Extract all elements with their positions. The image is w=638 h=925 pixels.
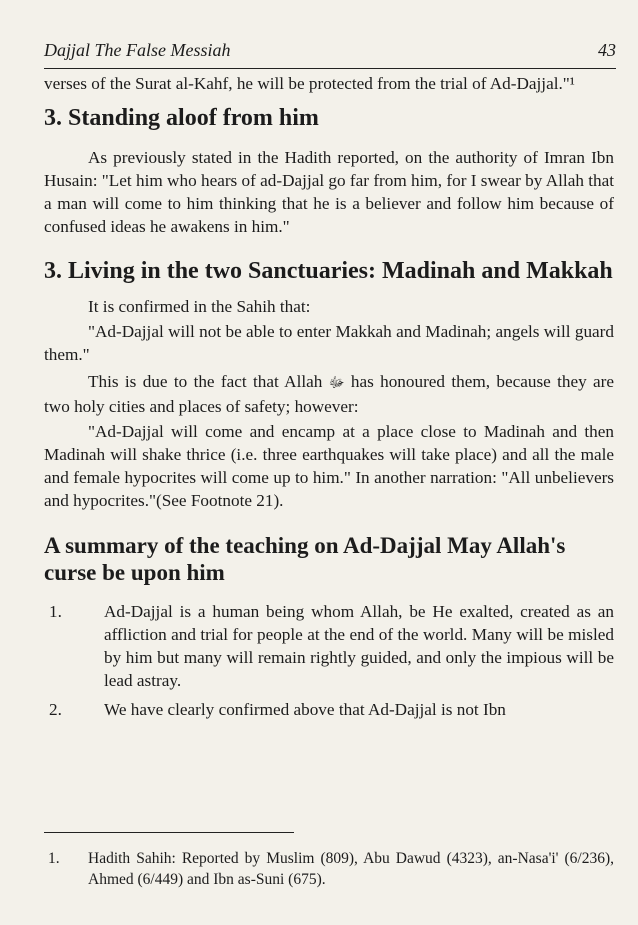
running-header — [44, 40, 616, 69]
intro-paragraph: verses of the Surat al-Kahf, he will be protected from the trial of Ad-Dajjal."¹ — [44, 74, 575, 93]
page-body — [44, 72, 614, 721]
paragraph-earthquakes: "Ad-Dajjal will come and encamp at a place close to Madinah and then Madinah will shake thrice (i.e. three earthquakes will take place) and all the male and female hypocrites will come up to him." In another narration: "All unbelievers and hypocrites."(See Footnote 21). — [44, 422, 614, 510]
honoured-text-end: has honoured them, because they are two holy cities and places of safety; however: — [44, 372, 615, 416]
list-item-number: 2. — [49, 700, 62, 719]
section-heading-sanctuaries: 3. Living in the two Sanctuaries: Madinah and Makkah — [44, 258, 613, 284]
footnote — [44, 848, 614, 890]
footnote-text: Hadith Sahih: Reported by Muslim (809), Abu Dawud (4323), an-Nasa'i' (6/236), Ahmed (6/449) and Ibn as-Suni (675). — [88, 850, 614, 888]
list-item-number: 1. — [49, 602, 62, 621]
footnote-divider — [44, 832, 294, 833]
list-item — [44, 600, 614, 692]
footnote-number: 1. — [48, 850, 60, 867]
list-item — [44, 698, 614, 721]
section-heading-standing-aloof: 3. Standing aloof from him — [44, 105, 319, 131]
paragraph-sahih-intro: It is confirmed in the Sahih that: — [88, 297, 311, 316]
summary-list — [44, 600, 614, 721]
book-title: Dajjal The False Messiah — [44, 40, 231, 60]
honorific-glyph: ﷻ — [328, 375, 345, 391]
paragraph-standing-aloof: As previously stated in the Hadith reported, on the authority of Imran Ibn Husain: "Let him who hears of ad-Dajjal go far from him, for I swear by Allah that a man will come to him thinking that he is a believer and follow him because of confused ideas he awakens in him." — [44, 148, 614, 236]
list-item-text: We have clearly confirmed above that Ad-Dajjal is not Ibn — [104, 700, 506, 719]
paragraph-honoured — [44, 370, 614, 418]
paragraph-angels-guard: "Ad-Dajjal will not be able to enter Makkah and Madinah; angels will guard them." — [44, 322, 614, 364]
honoured-text-start: This is due to the fact that Allah — [88, 372, 329, 391]
list-item-text: Ad-Dajjal is a human being whom Allah, be He exalted, created as an affliction and trial for people at the end of the world. Many will be misled by him but many will remain rightly guided, and only the impious will be lead astray. — [104, 602, 614, 690]
section-heading-summary: A summary of the teaching on Ad-Dajjal May Allah's curse be upon him — [44, 533, 566, 585]
page-number: 43 — [598, 40, 616, 60]
